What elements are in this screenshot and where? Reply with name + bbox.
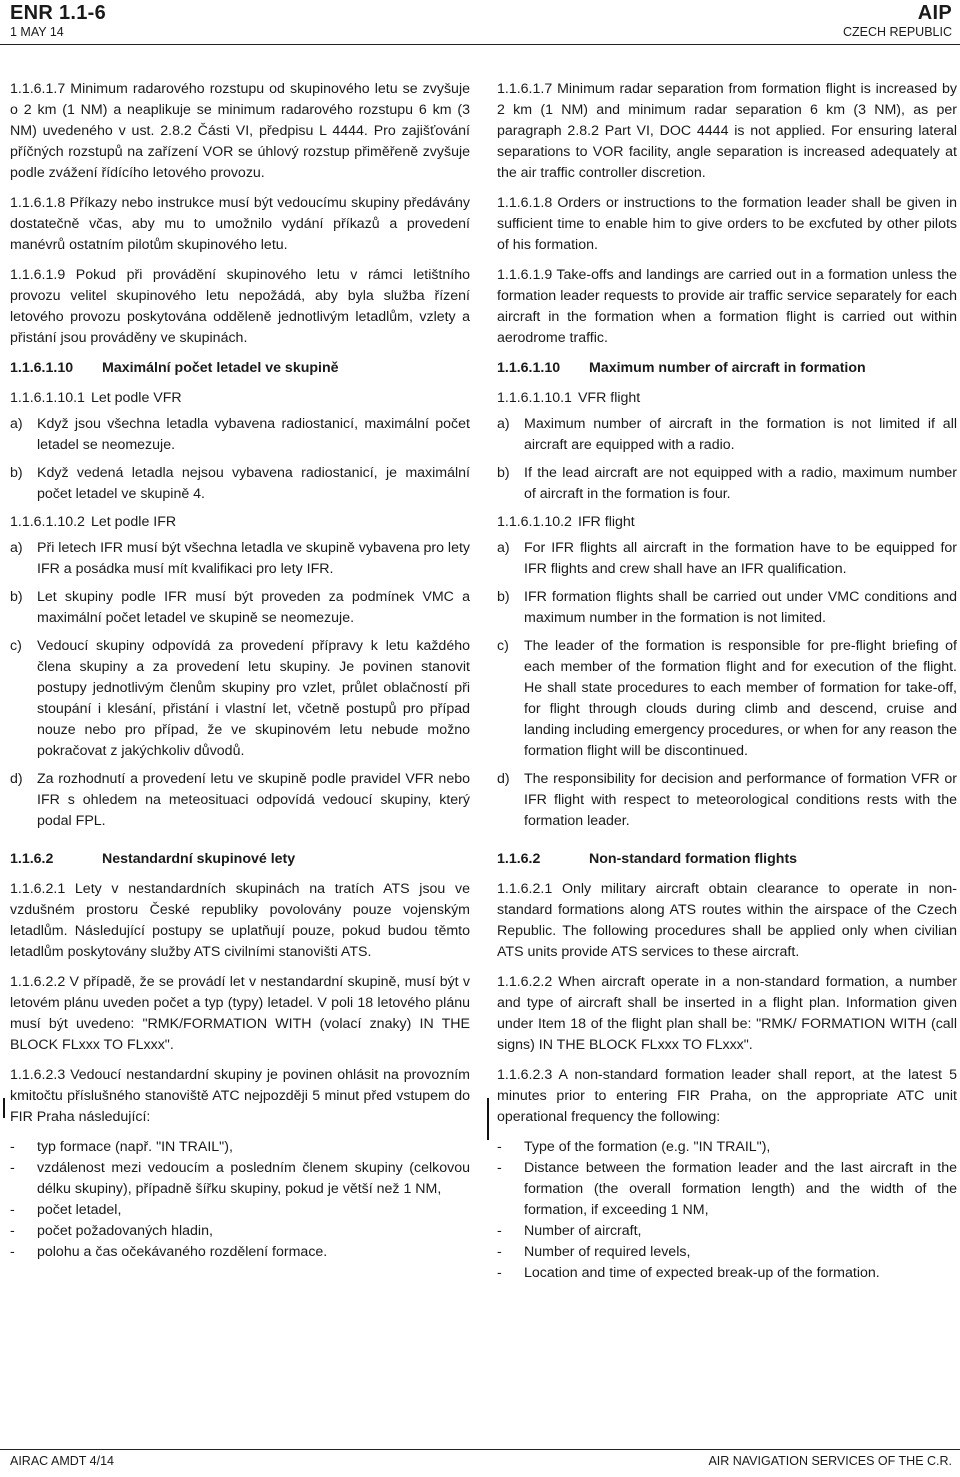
item-marker: a): [10, 416, 23, 432]
item-marker: d): [497, 771, 510, 787]
para-1-1-6-1-7: 1.1.6.1.7 Minimum radarového rozstupu od skupinového letu se zvyšuje o 2 km (1 NM) a neaplikuje se minimum radarového rozstupu 6 km (3 NM) uvedeného v ust. 2.8.2 Části VI, předpisu L 4444. Pro zajišťování příčných rozstupů na zařízení VOR se úhlový rozstup přiměřeně zvyšuje podle zvážení řídícího letového provozu.: [10, 81, 470, 181]
report-item: [497, 1242, 957, 1263]
item-text: počet letadel,: [37, 1202, 122, 1218]
item-text: Type of the formation (e.g. "IN TRAIL"),: [524, 1139, 771, 1155]
dash-marker: -: [10, 1244, 15, 1260]
publisher-label: AIR NAVIGATION SERVICES OF THE C.R.: [708, 1454, 952, 1468]
item-text: Number of aircraft,: [524, 1223, 642, 1239]
dash-marker: -: [497, 1223, 502, 1239]
dash-marker: -: [10, 1223, 15, 1239]
item-text: počet požadovaných hladin,: [37, 1223, 213, 1239]
heading-number: 1.1.6.1.10: [497, 360, 561, 376]
item-text: Za rozhodnutí a provedení letu ve skupině podle pravidel VFR nebo IFR s ohledem na meteosituaci odpovídá vedoucí skupiny, který podal FPL.: [37, 771, 470, 829]
subheading-ifr: [10, 512, 470, 533]
item-text: typ formace (např. "IN TRAIL"),: [37, 1139, 233, 1155]
report-item: [497, 1221, 957, 1242]
dash-marker: -: [497, 1244, 502, 1260]
heading-number: 1.1.6.2: [10, 851, 54, 867]
item-text: The leader of the formation is responsible for pre-flight briefing of each member of the formation flight and for execution of the flight. He shall state procedures to each member of formation for take-off, for flight through clouds during climb and descend, cruise and landing including emergency procedures, or when for any reason the formation flight will be discontinued.: [524, 638, 957, 759]
heading-1-1-6-1-10: [10, 358, 470, 379]
list-item-ifr-c: [10, 636, 470, 762]
item-text: If the lead aircraft are not equipped with a radio, maximum number of aircraft in the formation is four.: [524, 465, 957, 502]
para-1-1-6-2-3: 1.1.6.2.3 Vedoucí nestandardní skupiny je povinen ohlásit na provozním kmitočtu příslušného stanoviště ATC nejpozději 5 minut před vstupem do FIR Praha následující:: [10, 1067, 470, 1125]
item-text: Let skupiny podle IFR musí být proveden za podmínek VMC a maximální počet letadel ve skupině se neomezuje.: [37, 589, 470, 626]
item-text: Location and time of expected break-up of the formation.: [524, 1265, 880, 1281]
para-1-1-6-1-9: 1.1.6.1.9 Pokud při provádění skupinového letu v rámci letištního provozu velitel skupinového letu nepožádá, aby byla služba řízení letového provozu poskytována odděleně jednotlivým letadlům, vzlety a přistání jsou prováděny ve skupinách.: [10, 267, 470, 346]
report-item: [10, 1242, 470, 1263]
dash-marker: -: [10, 1202, 15, 1218]
list-item-ifr-d: [10, 769, 470, 832]
heading-number: 1.1.6.1.10: [10, 360, 74, 376]
list-item-ifr-d: [497, 769, 957, 832]
list-item-vfr-a: [10, 414, 470, 456]
list-item-ifr-b: [10, 587, 470, 629]
item-marker: c): [10, 638, 22, 654]
para-1-1-6-1-8: 1.1.6.1.8 Příkazy nebo instrukce musí být vedoucímu skupiny předávány dostatečně včas, aby mu to umožnilo vydání příkazů a provedení manévrů ostatním pilotům skupinového letu.: [10, 195, 470, 253]
change-bar-czech: [3, 1098, 5, 1118]
subheading-number: 1.1.6.1.10.1: [10, 390, 85, 406]
footer-rule: [0, 1449, 960, 1450]
heading-1-1-6-2: [497, 849, 957, 870]
heading-number: 1.1.6.2: [497, 851, 541, 867]
heading-title: Nestandardní skupinové lety: [102, 851, 296, 867]
subheading-title: Let podle IFR: [90, 514, 177, 530]
para-1-1-6-2-3: 1.1.6.2.3 A non-standard formation leader shall report, at the latest 5 minutes prior to entering FIR Praha, on the appropriate ATC unit operational frequency the following:: [497, 1067, 957, 1125]
heading-title: Maximální počet letadel ve skupině: [102, 360, 339, 376]
list-item-ifr-a: [10, 538, 470, 580]
item-marker: a): [497, 416, 510, 432]
para-1-1-6-1-9: 1.1.6.1.9 Take-offs and landings are carried out in a formation unless the formation leader requests to provide air traffic service separately for each aircraft in the formation when a formation flight is carried out within aerodrome traffic.: [497, 267, 957, 346]
item-marker: d): [10, 771, 23, 787]
subheading-vfr: [10, 388, 470, 409]
item-marker: a): [497, 540, 510, 556]
subheading-ifr: [497, 512, 957, 533]
subheading-number: 1.1.6.1.10.1: [497, 390, 572, 406]
subheading-title: IFR flight: [577, 514, 635, 530]
para-1-1-6-2-1: 1.1.6.2.1 Only military aircraft obtain clearance to operate in non-standard formations along ATS routes within the airspace of the Czech Republic. The following procedures shall be applied only when civilian ATS units provide ATS services to these aircraft.: [497, 881, 957, 960]
item-marker: b): [10, 465, 23, 481]
subheading-number: 1.1.6.1.10.2: [497, 514, 572, 530]
czech-column: [10, 79, 470, 1263]
issue-date: 1 MAY 14: [10, 25, 64, 39]
item-text: Maximum number of aircraft in the formation is not limited if all aircraft are equipped with a radio.: [524, 416, 957, 453]
change-bar-english: [487, 1098, 489, 1140]
item-text: Když jsou všechna letadla vybavena radiostanicí, maximální počet letadel se neomezuje.: [37, 416, 470, 453]
item-text: IFR formation flights shall be carried out under VMC conditions and maximum number in the formation is not limited.: [524, 589, 957, 626]
report-item: [10, 1200, 470, 1221]
item-marker: b): [497, 465, 510, 481]
doc-id: ENR 1.1-6: [10, 2, 107, 24]
state-name: CZECH REPUBLIC: [842, 25, 952, 39]
list-item-ifr-c: [497, 636, 957, 762]
item-marker: a): [10, 540, 23, 556]
header-left: [10, 2, 106, 40]
item-text: vzdálenost mezi vedoucím a posledním členem skupiny (celkovou délku skupiny), případně šířku skupiny, pokud je větší než 1 NM,: [37, 1160, 470, 1197]
report-item: [10, 1221, 470, 1242]
heading-1-1-6-1-10: [497, 358, 957, 379]
amendment-label: AIRAC AMDT 4/14: [10, 1454, 114, 1468]
spacer: [497, 839, 957, 849]
dash-marker: -: [10, 1139, 15, 1155]
header-right: [843, 2, 952, 40]
para-1-1-6-2-2: 1.1.6.2.2 V případě, že se provádí let v nestandardní skupině, musí být v letovém plánu uveden počet a typ (typy) letadel. V poli 18 letového plánu musí být uvedeno: "RMK/FORMATION WITH (volací znaky) IN THE BLOCK FLxxx TO FLxxx".: [10, 974, 470, 1053]
header-rule: [0, 44, 960, 45]
subheading-title: VFR flight: [577, 390, 641, 406]
dash-marker: -: [497, 1160, 502, 1176]
item-text: Number of required levels,: [524, 1244, 691, 1260]
subheading-vfr: [497, 388, 957, 409]
item-text: Vedoucí skupiny odpovídá za provedení přípravy k letu každého člena skupiny a za provedení letu skupiny. Je povinen stanovit postupy jednotlivým členům skupiny pro vzlet, průlet oblačností při stoupání i klesání, přistání i vlastní let, včetně postupů pro případ nouze nebo pro případ, že ve skupinovém letu nebude možno pokračovat z jakýchkoliv důvodů.: [37, 638, 470, 759]
report-item: [497, 1158, 957, 1221]
heading-title: Non-standard formation flights: [589, 851, 798, 867]
item-text: Když vedená letadla nejsou vybavena radiostanicí, je maximální počet letadel ve skupině 4.: [37, 465, 470, 502]
report-item: [497, 1263, 957, 1284]
subheading-title: Let podle VFR: [90, 390, 182, 406]
list-item-ifr-b: [497, 587, 957, 629]
para-1-1-6-1-8: 1.1.6.1.8 Orders or instructions to the formation leader shall be given in sufficient time to enable him to give orders to be excfuted by other pilots of his formation.: [497, 195, 957, 253]
dash-marker: -: [10, 1160, 15, 1176]
item-text: Distance between the formation leader and the last aircraft in the formation (the overall formation length) and the width of the formation, if exceeding 1 NM,: [524, 1160, 957, 1218]
heading-title: Maximum number of aircraft in formation: [589, 360, 866, 376]
spacer: [10, 839, 470, 849]
item-marker: b): [497, 589, 510, 605]
report-item: [10, 1137, 470, 1158]
list-item-vfr-a: [497, 414, 957, 456]
list-item-vfr-b: [10, 463, 470, 505]
para-1-1-6-1-7: 1.1.6.1.7 Minimum radar separation from formation flight is increased by 2 km (1 NM) and minimum radar separation 6 km (3 NM), as per paragraph 2.8.2 Part VI, DOC 4444 is not applied. For ensuring lateral separations to VOR facility, angle separation is increased adequately at the air traffic controller discretion.: [497, 81, 957, 181]
item-marker: b): [10, 589, 23, 605]
item-text: Při letech IFR musí být všechna letadla ve skupině vybavena pro lety IFR a posádka musí mít kvalifikaci pro lety IFR.: [37, 540, 470, 577]
english-column: [497, 79, 957, 1284]
list-item-ifr-a: [497, 538, 957, 580]
item-text: For IFR flights all aircraft in the formation have to be equipped for IFR flights and crew shall have an IFR qualification.: [524, 540, 957, 577]
para-1-1-6-2-1: 1.1.6.2.1 Lety v nestandardních skupinách na tratích ATS jsou ve vzdušném prostoru České republiky povolovány pouze vojenským letadlům. Následující postupy se uplatňují pouze, pokud budou těmto letadlům poskytovány služby ATS civilními stanovišti ATS.: [10, 881, 470, 960]
heading-1-1-6-2: [10, 849, 470, 870]
item-text: The responsibility for decision and performance of formation VFR or IFR flight with respect to meteorological conditions rests with the formation leader.: [524, 771, 957, 829]
list-item-vfr-b: [497, 463, 957, 505]
item-text: polohu a čas očekávaného rozdělení formace.: [37, 1244, 328, 1260]
dash-marker: -: [497, 1139, 502, 1155]
subheading-number: 1.1.6.1.10.2: [10, 514, 85, 530]
report-item: [497, 1137, 957, 1158]
report-item: [10, 1158, 470, 1200]
dash-marker: -: [497, 1265, 502, 1281]
page-header: [0, 0, 960, 42]
item-marker: c): [497, 638, 509, 654]
para-1-1-6-2-2: 1.1.6.2.2 When aircraft operate in a non-standard formation, a number and type of aircraft shall be inserted in a flight plan. Information given under Item 18 of the flight plan shall be: "RMK/ FORMATION WITH (call signs) IN THE BLOCK FLxxx TO FLxxx".: [497, 974, 957, 1053]
publication-name: AIP: [917, 2, 952, 24]
